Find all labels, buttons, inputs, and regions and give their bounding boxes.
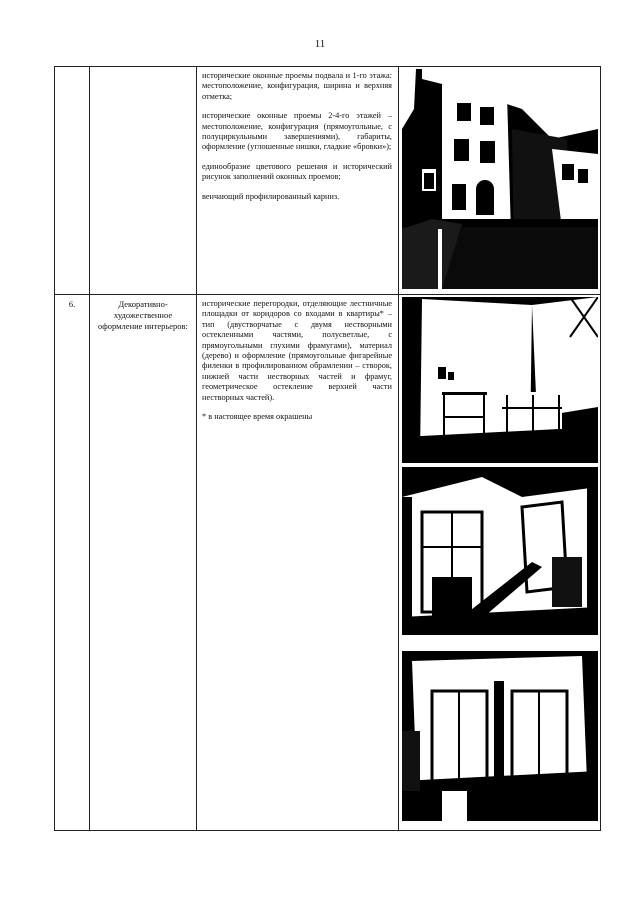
row-description [197,67,399,295]
photo-partition-1 [402,297,597,463]
row-subject: Декоративно-художественное оформление интерьеров: [90,295,197,831]
photo-partition-2 [402,467,597,635]
page-number: 11 [314,38,326,50]
protection-table [54,66,601,831]
description-paragraph: исторические перегородки, отделяющие лестничные площадки от коридоров со входами в квартиры* – тип (двустворчатые с двумя нестворными остекленными частями, полусветлые, с прямоугольными глухими фрамугами), материал (дерево) и оформление (прямоугольные фигарейные филенки в профилированном обрамлении – створок, нижней части нестворных частей и фрамуг, геометрическое остекление верхней части нестворных частей). [202,299,392,402]
row-photos [399,67,601,295]
photo-partition-3 [402,651,597,821]
table-row [55,67,601,295]
photo-facade [402,69,597,289]
row-photos [399,295,601,831]
row-description [197,295,399,831]
description-paragraph: исторические оконные проемы подвала и 1-го этажа: местоположение, конфигурация, ширина и верхняя отметка; [202,71,392,101]
description-paragraph: единообразие цветового решения и исторический рисунок заполнений оконных проемов; [202,161,392,182]
row-subject [90,67,197,295]
description-paragraph: венчающий профилированный карниз. [202,191,340,201]
row-number: 6. [55,295,90,831]
description-paragraph: исторические оконные проемы 2-4-го этажей – местоположение, конфигурация (прямоугольные, с полуциркульными завершениями), габариты, оформление (углошенные нишки, гладкие «бровки»); [202,111,392,152]
table-row [55,295,601,831]
row-number [55,67,90,295]
description-footnote: * в настоящее время окрашены [202,412,313,422]
